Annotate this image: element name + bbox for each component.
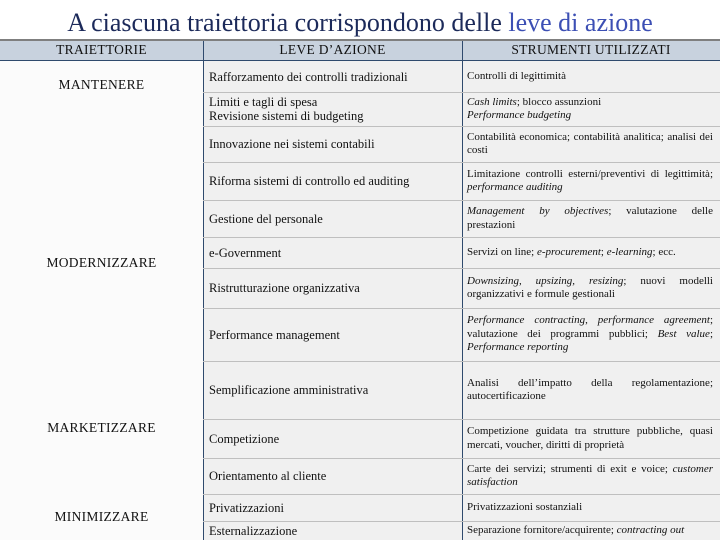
tools-cell	[467, 419, 713, 458]
tools-cell	[467, 361, 713, 419]
tools-text: Cash limits	[467, 95, 517, 108]
tools-text: Performance contracting	[467, 314, 586, 327]
lever-label: Innovazione nei sistemi contabili	[209, 137, 375, 151]
tools-text: customer satisfaction	[467, 462, 713, 488]
lever-cell	[209, 162, 457, 200]
tools-text: contracting out	[616, 523, 685, 536]
tools-text: Analisi dell’impatto della regolamentazione; autocertificazione	[467, 376, 713, 402]
lever-cell	[209, 268, 457, 308]
tools-text: Performance reporting	[467, 341, 569, 354]
header-trajectories: TRAIETTORIE	[56, 42, 147, 57]
lever-cell	[209, 92, 457, 126]
lever-label: Privatizzazioni	[209, 500, 284, 515]
tools-cell	[467, 521, 713, 540]
page-title	[0, 4, 720, 42]
levers-table	[0, 41, 720, 540]
tools-cell	[467, 237, 713, 268]
trajectory-maintain: MANTENERE	[58, 77, 145, 92]
lever-cell	[209, 308, 457, 361]
title-highlight: leve di azione	[508, 8, 653, 37]
lever-cell	[209, 521, 457, 540]
tools-text: Performance budgeting	[467, 109, 572, 121]
tools-cell	[467, 458, 713, 494]
title-prefix: A ciascuna traiettoria corrispondono delle	[67, 8, 509, 37]
column-divider	[462, 41, 463, 540]
tools-cell	[467, 126, 713, 162]
lever-label: Riforma sistemi di controllo ed auditing	[209, 174, 410, 188]
tools-cell	[467, 61, 713, 92]
lever-label: e-Government	[209, 245, 282, 260]
lever-cell	[209, 237, 457, 268]
tools-text: e-procurement	[536, 245, 601, 258]
tools-text: Carte dei servizi; strumenti di exit e voice;	[467, 462, 673, 475]
tools-text: Controlli di legittimità	[467, 69, 566, 82]
tools-text: ; blocco assunzioni	[516, 95, 602, 108]
tools-text: Separazione fornitore/acquirente;	[467, 523, 617, 536]
tools-text: ;	[600, 245, 607, 258]
tools-text: ; nuovi modelli organizzativi e formule gestionali	[467, 274, 713, 300]
trajectory-marketize: MARKETIZZARE	[47, 420, 156, 435]
tools-cell	[467, 162, 713, 200]
lever-label: Esternalizzazione	[209, 523, 298, 538]
tools-text: Competizione guidata tra strutture pubbliche, quasi mercati, voucher, diritti di proprietà	[467, 425, 713, 451]
tools-text: ; valutazione dei programmi pubblici;	[467, 314, 713, 340]
lever-label: Semplificazione amministrativa	[209, 383, 369, 397]
tools-text: performance agreement	[597, 314, 710, 327]
lever-label: Rafforzamento dei controlli tradizionali	[209, 69, 408, 84]
tools-cell	[467, 200, 713, 237]
lever-cell	[209, 200, 457, 237]
tools-text: ; valutazione delle prestazioni	[467, 205, 713, 231]
lever-label: Performance management	[209, 327, 340, 342]
lever-cell	[209, 361, 457, 419]
tools-cell	[467, 268, 713, 308]
lever-cell	[209, 126, 457, 162]
tools-cell	[467, 494, 713, 521]
lever-label: Orientamento al cliente	[209, 469, 327, 483]
tools-cell	[467, 92, 713, 126]
tools-text: Best value	[657, 327, 710, 340]
tools-text: ; ecc.	[652, 245, 676, 258]
tools-text: e-learning	[606, 245, 653, 258]
header-levers: LEVE D’AZIONE	[279, 42, 386, 57]
tools-text: ,	[585, 314, 598, 327]
lever-label: Ristrutturazione organizzativa	[209, 281, 360, 295]
column-divider	[203, 41, 204, 540]
tools-text: Downsizing, upsizing, resizing	[467, 274, 624, 287]
lever-label: Revisione sistemi di budgeting	[209, 109, 364, 123]
lever-cell	[209, 494, 457, 521]
lever-label: Limiti e tagli di spesa	[209, 95, 318, 109]
tools-text: performance auditing	[467, 181, 563, 193]
tools-text: Privatizzazioni sostanziali	[467, 500, 583, 513]
tools-cell	[467, 308, 713, 361]
lever-cell	[209, 61, 457, 92]
trajectory-modernize: MODERNIZZARE	[46, 255, 157, 270]
lever-cell	[209, 458, 457, 494]
lever-cell	[209, 419, 457, 458]
trajectory-minimize: MINIMIZZARE	[54, 509, 149, 524]
header-tools: STRUMENTI UTILIZZATI	[511, 42, 671, 57]
tools-text: Servizi on line;	[467, 245, 537, 258]
tools-text: Management by objectives	[467, 205, 609, 217]
tools-text: Limitazione controlli esterni/preventivi di legittimità;	[467, 167, 713, 180]
tools-text: Contabilità economica; contabilità analitica; analisi dei costi	[467, 130, 713, 156]
lever-label: Competizione	[209, 431, 280, 446]
tools-text: ;	[709, 327, 713, 340]
lever-label: Gestione del personale	[209, 211, 323, 226]
